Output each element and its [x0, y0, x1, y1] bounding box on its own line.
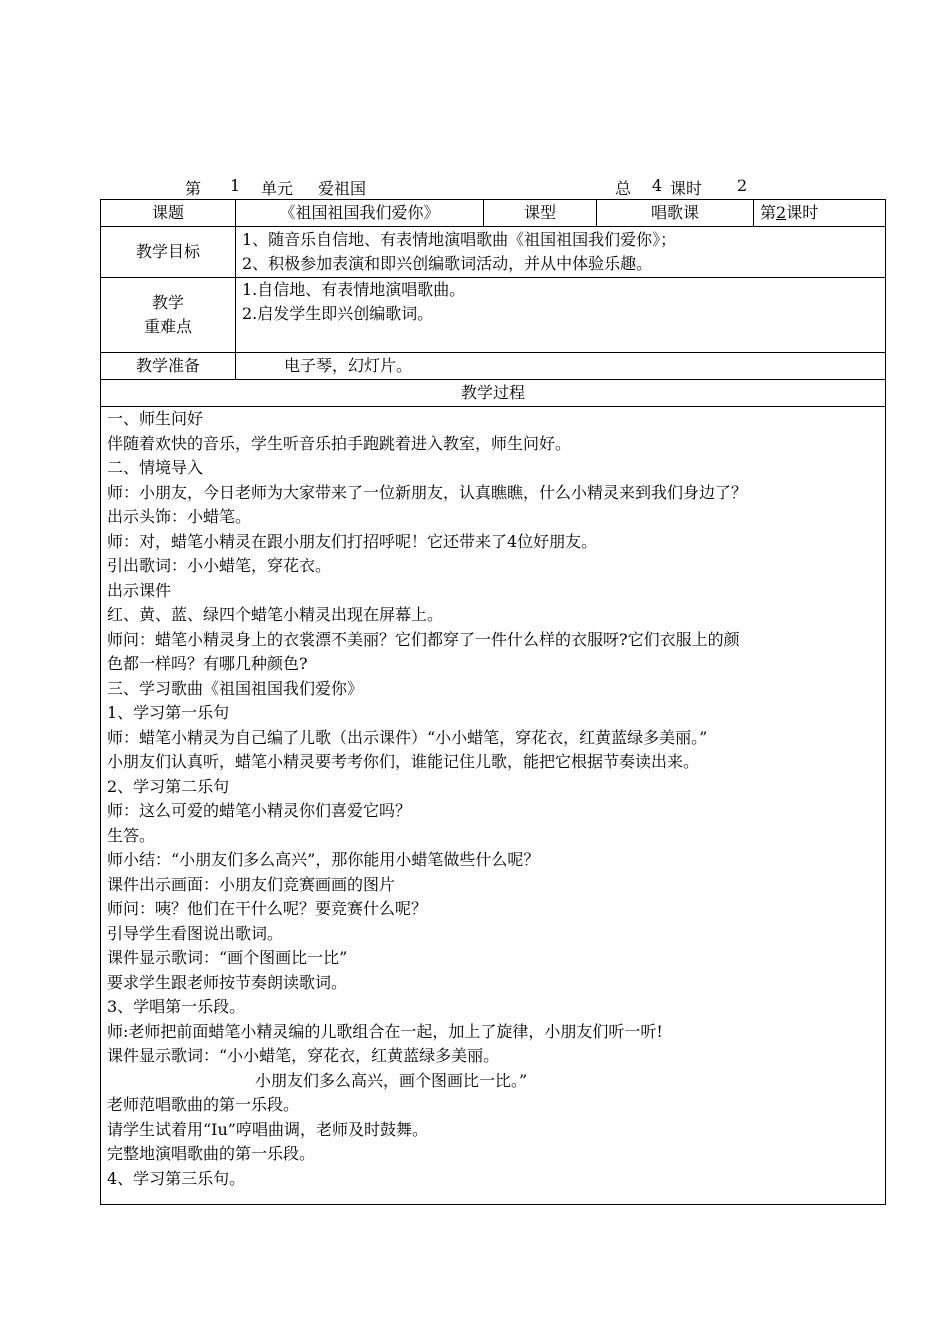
process-line: 完整地演唱歌曲的第一乐段。	[107, 1144, 316, 1163]
process-line: 师问：咦？他们在干什么呢？要竞赛什么呢？	[107, 899, 428, 918]
process-line: 引导学生看图说出歌词。	[107, 923, 284, 943]
process-line: 师小结：“小朋友们多么高兴”，那你能用小蜡笔做些什么呢？	[107, 850, 540, 869]
topic-label: 课题	[101, 200, 236, 227]
process-row	[101, 407, 886, 1205]
key-label-cell	[101, 278, 236, 353]
process-line: 三、学习歌曲《祖国祖国我们爱你》	[107, 678, 364, 698]
process-line: 师：对，蜡笔小精灵在跟小朋友们打招呼呢！它还带来了4位好朋友。	[107, 531, 598, 551]
process-label: 教学过程	[101, 380, 886, 407]
process-line: 出示头饰：小蜡笔。	[107, 507, 252, 526]
process-line: 师：蜡笔小精灵为自己编了儿歌（出示课件）“小小蜡笔，穿花衣，红黄蓝绿多美丽。”	[107, 727, 708, 747]
total-number: 4	[652, 176, 663, 195]
topic-row	[101, 200, 886, 227]
unit-number: 1	[230, 176, 241, 195]
lesson-number: 2	[776, 203, 787, 222]
process-line: 小朋友们认真听，蜡笔小精灵要考考你们，谁能记住儿歌，能把它根据节奏读出来。	[107, 752, 700, 771]
process-line: 伴随着欢快的音乐，学生听音乐拍手跑跳着进入教室，师生问好。	[107, 433, 572, 453]
process-line: 师：这么可爱的蜡笔小精灵你们喜爱它吗？	[107, 801, 412, 820]
process-line: 4、学习第三乐句。	[107, 1168, 246, 1188]
unit-name: 爱祖国	[318, 179, 367, 198]
prep-label: 教学准备	[101, 353, 236, 380]
process-line-indented: 小朋友们多么高兴，画个图画比一比。”	[255, 1070, 528, 1090]
process-line: 请学生试着用“Iu”哼唱曲调，老师及时鼓舞。	[107, 1119, 428, 1139]
process-line: 色都一样吗？有哪几种颜色?	[107, 654, 308, 673]
process-line: 课件显示歌词：“画个图画比一比”	[107, 948, 348, 967]
process-line: 课件出示画面：小朋友们竞赛画画的图片	[107, 874, 396, 894]
page-header	[0, 176, 950, 198]
process-line: 出示课件	[107, 580, 172, 600]
process-line: 一、师生问好	[107, 409, 204, 428]
process-line: 师:老师把前面蜡笔小精灵编的儿歌组合在一起，加上了旋律，小朋友们听一听!	[107, 1021, 663, 1041]
process-line: 师问：蜡笔小精灵身上的衣裳漂不美丽？它们都穿了一件什么样的衣服呀?它们衣服上的颜	[107, 629, 740, 649]
key-row	[101, 278, 886, 353]
key-content	[236, 278, 886, 353]
topic-value: 《祖国祖国我们爱你》	[236, 200, 484, 227]
goal-line-2: 2、积极参加表演和即兴创编歌词活动，并从中体验乐趣。	[242, 254, 653, 273]
goal-row	[101, 227, 886, 278]
key-line-2: 2.启发学生即兴创编歌词。	[242, 304, 434, 323]
goal-content	[236, 227, 886, 278]
process-content	[101, 407, 886, 1205]
goal-label: 教学目标	[101, 227, 236, 278]
total-tail: 2	[737, 176, 748, 195]
lesson-number-cell	[754, 200, 886, 227]
process-line: 要求学生跟老师按节奏朗读歌词。	[107, 972, 348, 992]
process-line: 生答。	[107, 825, 156, 845]
process-line: 3、学唱第一乐段。	[107, 997, 246, 1016]
type-value: 唱歌课	[597, 200, 754, 227]
process-line: 师：小朋友，今日老师为大家带来了一位新朋友，认真瞧瞧，什么小精灵来到我们身边了？	[107, 482, 748, 502]
lesson-prefix: 第	[760, 203, 777, 222]
lesson-plan-table	[100, 199, 886, 1205]
total-prefix: 总	[615, 179, 632, 198]
process-line: 1、学习第一乐句	[107, 703, 230, 722]
process-line: 引出歌词：小小蜡笔，穿花衣。	[107, 556, 332, 575]
type-label: 课型	[484, 200, 597, 227]
key-label-2: 重难点	[143, 317, 192, 336]
process-line: 红、黄、蓝、绿四个蜡笔小精灵出现在屏幕上。	[107, 605, 444, 624]
process-line: 2、学习第二乐句	[107, 776, 230, 796]
unit-word: 单元	[261, 179, 294, 198]
lesson-suffix: 课时	[786, 203, 819, 222]
prep-row	[101, 353, 886, 380]
goal-line-1: 1、随音乐自信地、有表情地演唱歌曲《祖国祖国我们爱你》；	[242, 230, 677, 249]
process-line: 老师范唱歌曲的第一乐段。	[107, 1095, 300, 1114]
prep-value: 电子琴，幻灯片。	[236, 353, 886, 380]
unit-prefix: 第	[185, 179, 202, 198]
process-line: 课件显示歌词：“小小蜡笔，穿花衣，红黄蓝绿多美丽。	[107, 1046, 500, 1065]
key-line-1: 1.自信地、有表情地演唱歌曲。	[242, 280, 466, 299]
total-word: 课时	[670, 179, 703, 198]
key-label-1: 教学	[151, 293, 184, 312]
process-title-row	[101, 380, 886, 407]
process-line: 二、情境导入	[107, 458, 204, 477]
